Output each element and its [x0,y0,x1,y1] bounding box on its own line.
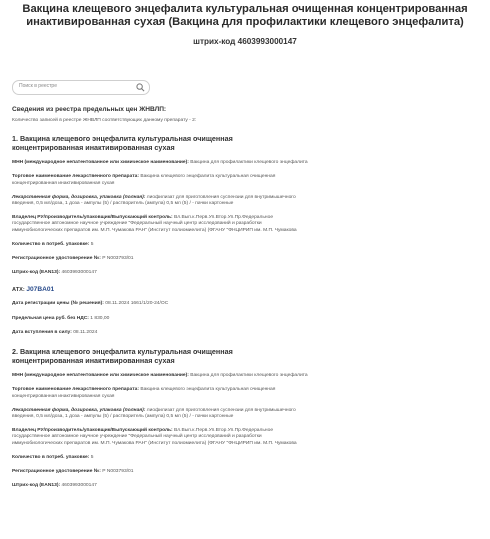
field-value: 08.11.2024 1661/1/20-24/ОС [105,301,169,307]
trade-name-field [12,387,312,399]
search-placeholder: Поиск в реестре [19,83,57,89]
field-label: Регистрационное удостоверение №: [12,256,101,262]
effective-date-field [12,330,312,336]
dosage-form-field [12,408,312,420]
field-value: 5 [90,241,94,247]
quantity-field [12,455,312,461]
barcode-line: штрих-код 4603993000147 [193,37,297,46]
field-value: Вл.Вып.к.Перв.Уп.Втор.Уп.Пр.Федеральное государственное автономное научное учреждение "Федеральный научный центр исследований и разработки иммунобиологических препаратов им. М.П. Чумакова РАН" (Институт полиомиелита) (ФГАНУ "ФНЦИРИП им. М.П. Чумакова [12,215,297,233]
registration-field [12,256,312,262]
atx-field [12,286,482,293]
field-label: Дата регистрации цены (№ решения): [12,301,104,307]
owner-field [12,428,312,447]
registration-field [12,469,312,475]
field-label: Регистрационное удостоверение №: [12,469,101,475]
owner-field [12,215,312,234]
field-value: 4603993000147 [61,483,97,489]
price-reg-date-field [12,301,312,307]
record-heading: 1. Вакцина клещевого энцефалита культуральная очищенная концентрированная инактивированная сухая [12,134,233,152]
section-title: Сведения из реестра предельных цен ЖНВЛП: [12,106,167,113]
trade-name-field [12,174,312,186]
field-label: Предельная цена руб. без НДС: [12,315,89,321]
field-label: МНН (международное непатентованное или химическое наименование): [12,373,189,379]
field-label: АТХ: [12,287,25,294]
registry-record [12,348,482,489]
field-label: Лекарственная форма, дозировка, упаковка (полная): [12,194,146,200]
price-field [12,316,312,322]
field-value: Р N003793/01 [102,256,134,262]
field-label: Штрих-код (EAN13): [12,270,61,276]
field-label: Владелец РУ/производитель/упаковщик/Выпускающий контроль: [12,428,173,434]
field-value: 4603993000147 [61,270,97,276]
field-value: 08.11.2024 [73,329,98,335]
field-value: Вакцина клещевого энцефалита культуральная очищенная концентрированная инактивированная сухая [12,387,276,399]
search-icon[interactable] [136,83,145,92]
mnn-field [12,373,312,379]
field-value: Вакцина для профилактики клещевого энцефалита [190,373,308,379]
registry-record [12,135,482,336]
field-label: Владелец РУ/производитель/упаковщик/Выпускающий контроль: [12,215,173,221]
mnn-field [12,160,312,166]
field-value: Вл.Вып.к.Перв.Уп.Втор.Уп.Пр.Федеральное государственное автономное научное учреждение "Федеральный научный центр исследований и разработки иммунобиологических препаратов им. М.П. Чумакова РАН" (Институт полиомиелита) (ФГАНУ "ФНЦИРИП им. М.П. Чумакова [12,428,297,446]
field-value: лиофилизат для приготовления суспензии для внутримышечного введения, 0,5 мл/доза, 1 доза - ампулы (5) / растворитель (ампула) 0,5 мл (5) / - пачки картонные [12,194,296,206]
quantity-field [12,242,312,248]
field-value: Вакцина для профилактики клещевого энцефалита [190,160,308,166]
records-count: Количество записей в реестре ЖНВЛП соответствующих данному препарату - 2: [12,118,197,123]
search-input[interactable] [12,80,150,95]
field-value: Вакцина клещевого энцефалита культуральная очищенная концентрированная инактивированная сухая [12,174,276,186]
field-value: лиофилизат для приготовления суспензии для внутримышечного введения, 0,5 мл/доза, 1 доза - ампулы (5) / растворитель (ампула) 0,5 мл (5) / - пачки картонные [12,407,296,420]
ean-field [12,483,312,489]
field-label: Лекарственная форма, дозировка, упаковка (полная): [12,407,146,413]
field-value: 5 [90,454,94,460]
atx-code: J07BA01 [26,286,55,294]
ean-field [12,270,312,276]
field-label: Количество в потреб. упаковке: [12,241,90,247]
field-label: Торговое наименование лекарственного препарата: [12,174,139,180]
field-value: 1 830,00 [90,315,110,321]
field-value: Р N003793/01 [102,469,134,475]
dosage-form-field [12,195,312,207]
registry-content [12,101,482,489]
field-label: Штрих-код (EAN13): [12,483,61,489]
field-label: Дата вступления в силу: [12,329,72,335]
page-title: Вакцина клещевого энцефалита культуральная очищенная концентрированная инактивированная сухая (Вакцина для профилактики клещевого энцефалита) [22,3,468,28]
record-heading: 2. Вакцина клещевого энцефалита культуральная очищенная концентрированная инактивированная сухая [12,347,233,365]
field-label: Количество в потреб. упаковке: [12,454,90,460]
field-label: Торговое наименование лекарственного препарата: [12,387,139,393]
field-label: МНН (международное непатентованное или химическое наименование): [12,160,189,166]
